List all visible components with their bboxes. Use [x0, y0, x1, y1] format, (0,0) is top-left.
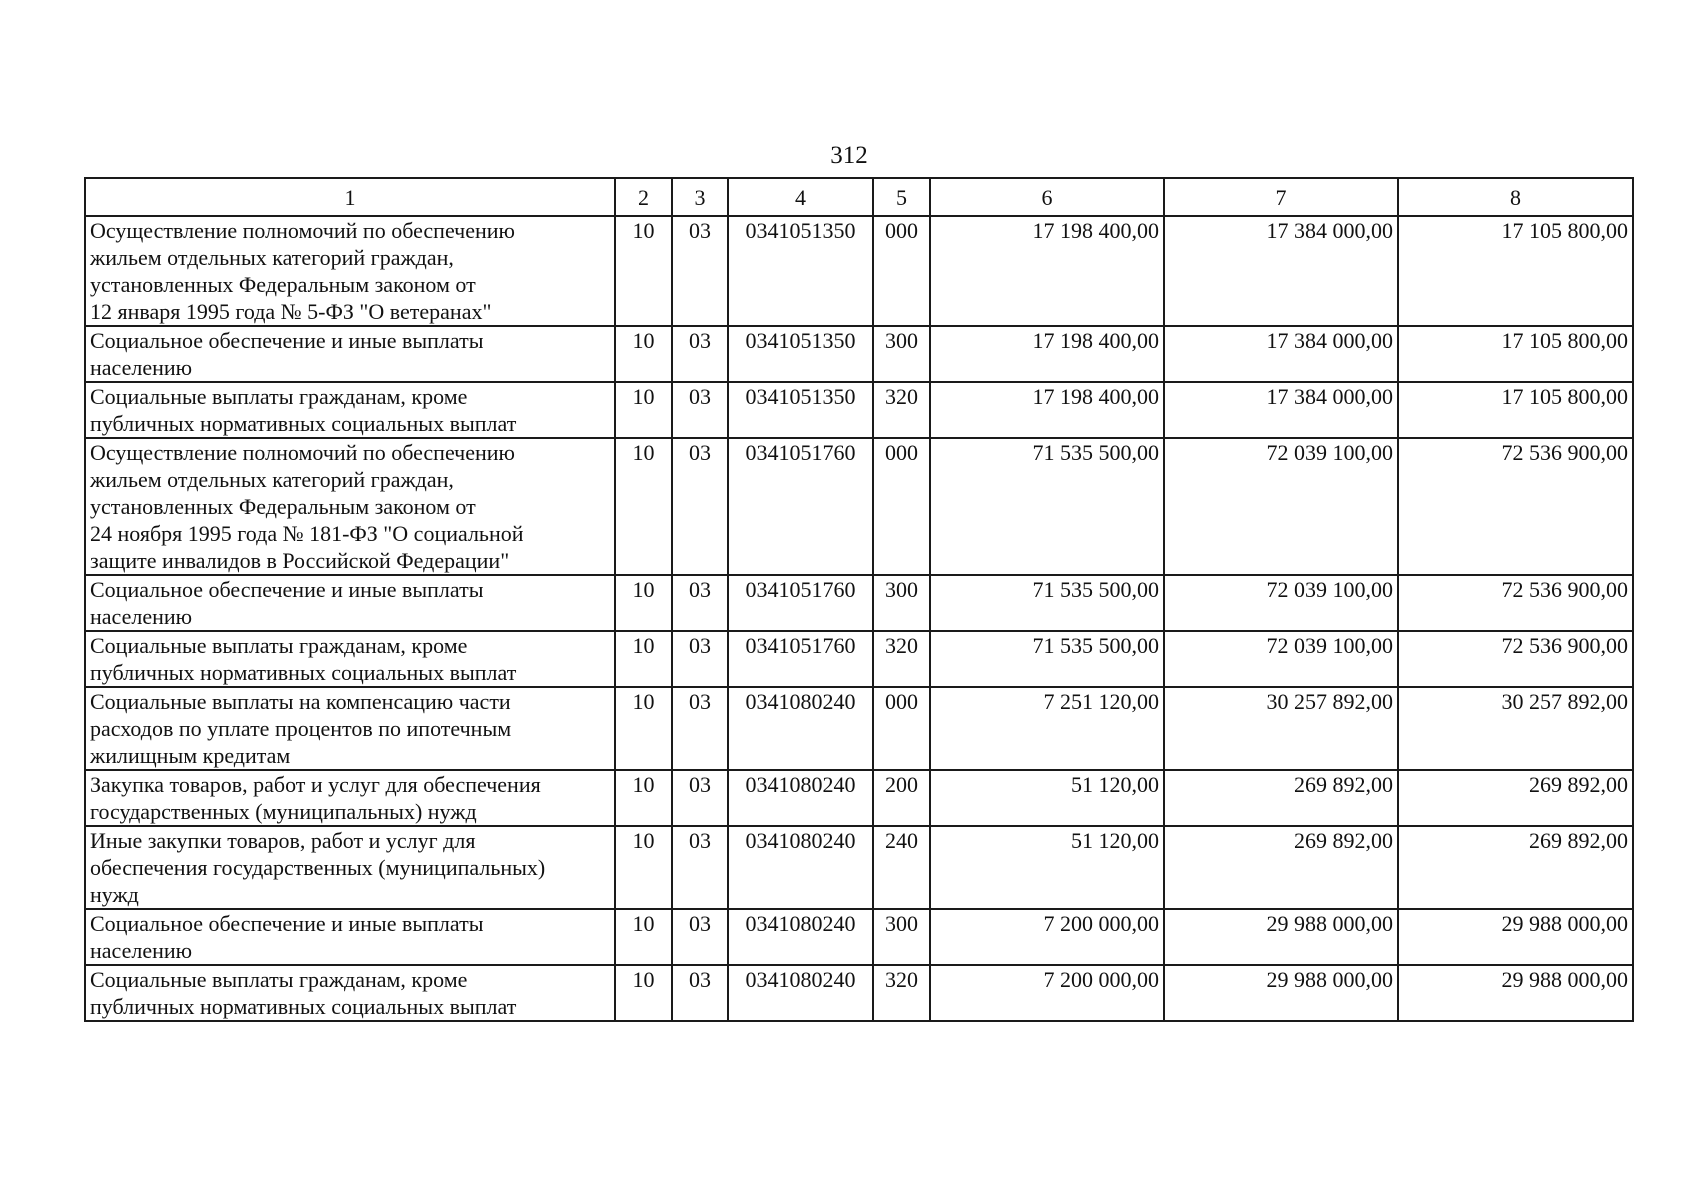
- header-cell: 6: [930, 178, 1164, 216]
- row-description: [85, 631, 615, 687]
- description-line: Социальные выплаты гражданам, кроме: [90, 384, 468, 409]
- subsection-code: 03: [672, 438, 728, 575]
- description-line: публичных нормативных социальных выплат: [90, 660, 517, 685]
- section-code: 10: [615, 687, 672, 770]
- target-article-code: 0341051350: [728, 216, 873, 326]
- target-article-code: 0341080240: [728, 826, 873, 909]
- expense-type-code: 320: [873, 382, 930, 438]
- amount-col-7: 72 039 100,00: [1164, 631, 1398, 687]
- description-line: Социальное обеспечение и иные выплаты: [90, 911, 484, 936]
- amount-col-6: 7 200 000,00: [930, 965, 1164, 1021]
- description-line: Социальное обеспечение и иные выплаты: [90, 577, 484, 602]
- subsection-code: 03: [672, 216, 728, 326]
- amount-col-8: 72 536 900,00: [1398, 438, 1633, 575]
- expense-type-code: 200: [873, 770, 930, 826]
- target-article-code: 0341051350: [728, 382, 873, 438]
- description-line: расходов по уплате процентов по ипотечным: [90, 716, 512, 741]
- header-cell: 7: [1164, 178, 1398, 216]
- row-description: [85, 965, 615, 1021]
- table-body: [85, 216, 1633, 1021]
- amount-col-8: 269 892,00: [1398, 826, 1633, 909]
- amount-col-6: 17 198 400,00: [930, 216, 1164, 326]
- header-cell: 3: [672, 178, 728, 216]
- description-line: Осуществление полномочий по обеспечению: [90, 218, 515, 243]
- row-description: [85, 770, 615, 826]
- description-line: населению: [90, 938, 193, 963]
- description-line: обеспечения государственных (муниципальных): [90, 855, 546, 880]
- amount-col-8: 17 105 800,00: [1398, 382, 1633, 438]
- section-code: 10: [615, 826, 672, 909]
- amount-col-6: 17 198 400,00: [930, 382, 1164, 438]
- section-code: 10: [615, 909, 672, 965]
- amount-col-8: 30 257 892,00: [1398, 687, 1633, 770]
- description-line: жильем отдельных категорий граждан,: [90, 467, 454, 492]
- amount-col-7: 72 039 100,00: [1164, 438, 1398, 575]
- section-code: 10: [615, 438, 672, 575]
- amount-col-8: 29 988 000,00: [1398, 909, 1633, 965]
- budget-table: [84, 177, 1634, 1022]
- section-code: 10: [615, 965, 672, 1021]
- amount-col-6: 71 535 500,00: [930, 438, 1164, 575]
- expense-type-code: 000: [873, 438, 930, 575]
- description-line: жильем отдельных категорий граждан,: [90, 245, 454, 270]
- description-line: Осуществление полномочий по обеспечению: [90, 440, 515, 465]
- page-number: 312: [830, 142, 868, 169]
- description-line: нужд: [90, 882, 139, 907]
- expense-type-code: 240: [873, 826, 930, 909]
- row-description: [85, 382, 615, 438]
- amount-col-8: 269 892,00: [1398, 770, 1633, 826]
- subsection-code: 03: [672, 965, 728, 1021]
- subsection-code: 03: [672, 770, 728, 826]
- amount-col-7: 29 988 000,00: [1164, 965, 1398, 1021]
- description-line: публичных нормативных социальных выплат: [90, 411, 517, 436]
- amount-col-7: 72 039 100,00: [1164, 575, 1398, 631]
- description-line: установленных Федеральным законом от: [90, 494, 476, 519]
- amount-col-6: 71 535 500,00: [930, 631, 1164, 687]
- section-code: 10: [615, 326, 672, 382]
- target-article-code: 0341051350: [728, 326, 873, 382]
- row-description: [85, 826, 615, 909]
- table-row: [85, 770, 1633, 826]
- table-row: [85, 965, 1633, 1021]
- description-line: государственных (муниципальных) нужд: [90, 799, 477, 824]
- target-article-code: 0341080240: [728, 965, 873, 1021]
- amount-col-7: 269 892,00: [1164, 770, 1398, 826]
- header-cell: 4: [728, 178, 873, 216]
- amount-col-6: 71 535 500,00: [930, 575, 1164, 631]
- subsection-code: 03: [672, 826, 728, 909]
- amount-col-6: 51 120,00: [930, 826, 1164, 909]
- row-description: [85, 326, 615, 382]
- subsection-code: 03: [672, 575, 728, 631]
- table-row: [85, 826, 1633, 909]
- expense-type-code: 300: [873, 326, 930, 382]
- expense-type-code: 000: [873, 687, 930, 770]
- amount-col-6: 17 198 400,00: [930, 326, 1164, 382]
- row-description: [85, 575, 615, 631]
- amount-col-7: 17 384 000,00: [1164, 326, 1398, 382]
- description-line: Социальные выплаты на компенсацию части: [90, 689, 511, 714]
- description-line: установленных Федеральным законом от: [90, 272, 476, 297]
- description-line: Социальное обеспечение и иные выплаты: [90, 328, 484, 353]
- header-cell: 1: [85, 178, 615, 216]
- description-line: Иные закупки товаров, работ и услуг для: [90, 828, 476, 853]
- table-row: [85, 575, 1633, 631]
- expense-type-code: 300: [873, 909, 930, 965]
- amount-col-7: 269 892,00: [1164, 826, 1398, 909]
- header-cell: 8: [1398, 178, 1633, 216]
- description-line: населению: [90, 604, 193, 629]
- amount-col-7: 30 257 892,00: [1164, 687, 1398, 770]
- description-line: Социальные выплаты гражданам, кроме: [90, 633, 468, 658]
- amount-col-6: 51 120,00: [930, 770, 1164, 826]
- description-line: 24 ноября 1995 года № 181-ФЗ "О социальной: [90, 521, 524, 546]
- target-article-code: 0341051760: [728, 575, 873, 631]
- table-row: [85, 687, 1633, 770]
- header-row: [85, 178, 1633, 216]
- description-line: населению: [90, 355, 193, 380]
- target-article-code: 0341051760: [728, 438, 873, 575]
- subsection-code: 03: [672, 631, 728, 687]
- amount-col-8: 29 988 000,00: [1398, 965, 1633, 1021]
- amount-col-7: 17 384 000,00: [1164, 216, 1398, 326]
- expense-type-code: 000: [873, 216, 930, 326]
- amount-col-8: 72 536 900,00: [1398, 631, 1633, 687]
- description-line: публичных нормативных социальных выплат: [90, 994, 517, 1019]
- expense-type-code: 320: [873, 965, 930, 1021]
- table-row: [85, 438, 1633, 575]
- subsection-code: 03: [672, 687, 728, 770]
- subsection-code: 03: [672, 326, 728, 382]
- amount-col-6: 7 200 000,00: [930, 909, 1164, 965]
- subsection-code: 03: [672, 382, 728, 438]
- table-row: [85, 216, 1633, 326]
- amount-col-6: 7 251 120,00: [930, 687, 1164, 770]
- row-description: [85, 687, 615, 770]
- table-row: [85, 382, 1633, 438]
- section-code: 10: [615, 575, 672, 631]
- row-description: [85, 438, 615, 575]
- subsection-code: 03: [672, 909, 728, 965]
- row-description: [85, 909, 615, 965]
- amount-col-8: 72 536 900,00: [1398, 575, 1633, 631]
- description-line: Социальные выплаты гражданам, кроме: [90, 967, 468, 992]
- table-row: [85, 909, 1633, 965]
- description-line: защите инвалидов в Российской Федерации": [90, 548, 510, 573]
- section-code: 10: [615, 770, 672, 826]
- amount-col-7: 17 384 000,00: [1164, 382, 1398, 438]
- header-cell: 5: [873, 178, 930, 216]
- target-article-code: 0341080240: [728, 687, 873, 770]
- target-article-code: 0341051760: [728, 631, 873, 687]
- table-row: [85, 326, 1633, 382]
- header-cell: 2: [615, 178, 672, 216]
- amount-col-8: 17 105 800,00: [1398, 216, 1633, 326]
- amount-col-7: 29 988 000,00: [1164, 909, 1398, 965]
- expense-type-code: 300: [873, 575, 930, 631]
- table-row: [85, 631, 1633, 687]
- amount-col-8: 17 105 800,00: [1398, 326, 1633, 382]
- target-article-code: 0341080240: [728, 909, 873, 965]
- section-code: 10: [615, 382, 672, 438]
- row-description: [85, 216, 615, 326]
- description-line: 12 января 1995 года № 5-ФЗ "О ветеранах": [90, 299, 492, 324]
- target-article-code: 0341080240: [728, 770, 873, 826]
- expense-type-code: 320: [873, 631, 930, 687]
- section-code: 10: [615, 631, 672, 687]
- description-line: Закупка товаров, работ и услуг для обеспечения: [90, 772, 541, 797]
- section-code: 10: [615, 216, 672, 326]
- description-line: жилищным кредитам: [90, 743, 291, 768]
